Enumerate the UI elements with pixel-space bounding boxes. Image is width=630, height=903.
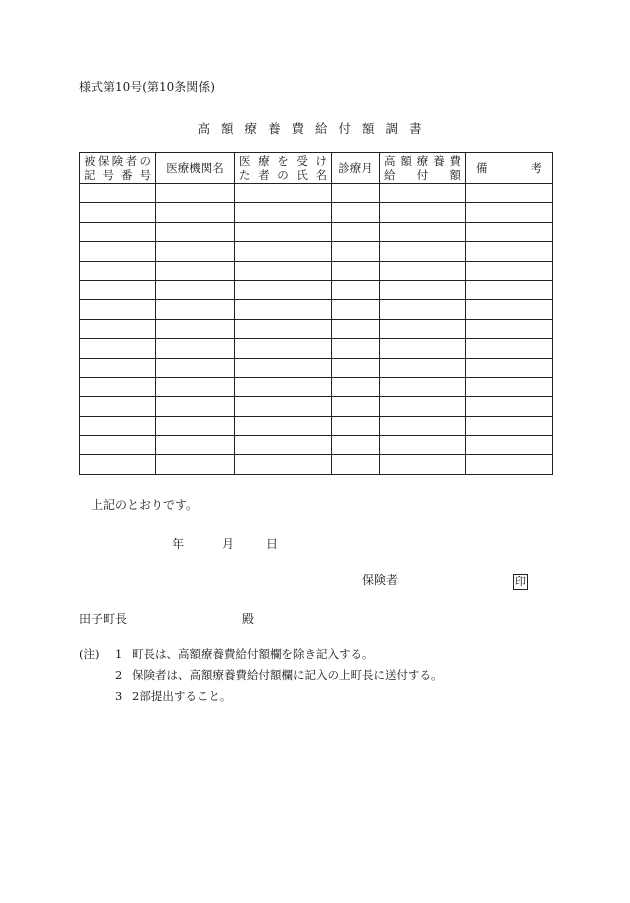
- seal-mark: [513, 570, 528, 590]
- table-cell[interactable]: [156, 416, 235, 435]
- table-row: [80, 184, 553, 203]
- table-cell[interactable]: [466, 280, 553, 299]
- header-medical-institution-label: 医療機関名: [166, 161, 224, 175]
- table-cell[interactable]: [80, 184, 156, 203]
- table-row: [80, 339, 553, 358]
- note-number: 2: [115, 668, 123, 682]
- table-cell[interactable]: [80, 203, 156, 222]
- date-year-label: 年: [172, 537, 185, 551]
- table-cell[interactable]: [80, 397, 156, 416]
- table-cell[interactable]: [80, 319, 156, 338]
- table-cell[interactable]: [332, 377, 380, 396]
- table-row: [80, 242, 553, 261]
- note-number: 3: [115, 689, 123, 703]
- table-row: [80, 377, 553, 396]
- table-cell[interactable]: [466, 203, 553, 222]
- table-cell[interactable]: [466, 222, 553, 241]
- header-insured-number-line2: 記号番号: [84, 168, 151, 182]
- table-cell[interactable]: [156, 436, 235, 455]
- table-cell[interactable]: [80, 222, 156, 241]
- insurer-label: 保険者: [362, 573, 399, 587]
- table-cell[interactable]: [380, 397, 466, 416]
- table-body: [80, 184, 553, 475]
- table-cell[interactable]: [380, 358, 466, 377]
- table-row: [80, 358, 553, 377]
- header-remarks-char2: 考: [530, 161, 542, 175]
- table-row: [80, 261, 553, 280]
- table-cell[interactable]: [235, 416, 332, 435]
- table-cell[interactable]: [156, 377, 235, 396]
- table-cell[interactable]: [332, 339, 380, 358]
- table-cell[interactable]: [156, 242, 235, 261]
- table-row: [80, 436, 553, 455]
- table-cell[interactable]: [332, 455, 380, 474]
- table-cell[interactable]: [466, 416, 553, 435]
- table-cell[interactable]: [235, 261, 332, 280]
- table-cell[interactable]: [466, 300, 553, 319]
- table-cell[interactable]: [380, 261, 466, 280]
- table-cell[interactable]: [332, 184, 380, 203]
- table-cell[interactable]: [466, 377, 553, 396]
- header-insured-number-line1: 被保険者の: [84, 154, 151, 168]
- table-cell[interactable]: [466, 339, 553, 358]
- table-cell[interactable]: [235, 319, 332, 338]
- table-cell[interactable]: [380, 455, 466, 474]
- header-remarks-char1: 備: [476, 161, 488, 175]
- table-cell[interactable]: [235, 455, 332, 474]
- table-cell[interactable]: [235, 397, 332, 416]
- table-cell[interactable]: [156, 261, 235, 280]
- header-insured-number: [80, 153, 156, 184]
- table-cell[interactable]: [332, 358, 380, 377]
- table-cell[interactable]: [235, 436, 332, 455]
- table-cell[interactable]: [235, 203, 332, 222]
- header-benefit-amount: [380, 153, 466, 184]
- notes-label: (注): [79, 647, 100, 661]
- note-number: 1: [115, 647, 123, 661]
- table-cell[interactable]: [156, 319, 235, 338]
- table-cell[interactable]: [466, 455, 553, 474]
- table-cell[interactable]: [332, 397, 380, 416]
- table-cell[interactable]: [156, 184, 235, 203]
- table-cell[interactable]: [235, 358, 332, 377]
- header-patient-name: [235, 153, 332, 184]
- table-cell[interactable]: [332, 222, 380, 241]
- table-cell[interactable]: [156, 280, 235, 299]
- table-cell[interactable]: [466, 397, 553, 416]
- table-cell[interactable]: [380, 436, 466, 455]
- table-header-row: [80, 153, 553, 184]
- table-row: [80, 300, 553, 319]
- table-cell[interactable]: [80, 377, 156, 396]
- table-cell[interactable]: [80, 300, 156, 319]
- document-title: 高額療養費給付額調書: [197, 121, 433, 136]
- statement-text: 上記のとおりです。: [91, 498, 199, 512]
- table-cell[interactable]: [332, 203, 380, 222]
- table-cell[interactable]: [466, 436, 553, 455]
- table-cell[interactable]: [466, 319, 553, 338]
- note-item: [79, 686, 443, 707]
- table-cell[interactable]: [235, 339, 332, 358]
- table-cell[interactable]: [466, 261, 553, 280]
- table-cell[interactable]: [235, 184, 332, 203]
- addressee: 田子町長: [79, 612, 128, 626]
- table-cell[interactable]: [156, 300, 235, 319]
- table-cell[interactable]: [380, 242, 466, 261]
- table-cell[interactable]: [80, 242, 156, 261]
- table-cell[interactable]: [332, 436, 380, 455]
- table-cell[interactable]: [380, 280, 466, 299]
- note-item: [79, 665, 443, 686]
- notes-section: [79, 644, 443, 707]
- table-cell[interactable]: [332, 319, 380, 338]
- honorific: 殿: [242, 612, 255, 626]
- table-cell[interactable]: [235, 222, 332, 241]
- table-cell[interactable]: [380, 319, 466, 338]
- table-cell[interactable]: [235, 300, 332, 319]
- note-text: 町長は、高額療養費給付額欄を除き記入する。: [132, 647, 374, 661]
- table-row: [80, 203, 553, 222]
- table-cell[interactable]: [80, 436, 156, 455]
- table-cell[interactable]: [332, 242, 380, 261]
- table-cell[interactable]: [466, 358, 553, 377]
- table-row: [80, 416, 553, 435]
- table-cell[interactable]: [80, 339, 156, 358]
- header-benefit-amount-line2: 給付額: [384, 168, 461, 182]
- table-cell[interactable]: [466, 184, 553, 203]
- table-cell[interactable]: [156, 455, 235, 474]
- table-row: [80, 319, 553, 338]
- table-cell[interactable]: [80, 261, 156, 280]
- date-month-label: 月: [222, 537, 235, 551]
- header-patient-name-line1: 医療を受け: [239, 154, 327, 168]
- table-cell[interactable]: [380, 416, 466, 435]
- table-cell[interactable]: [380, 184, 466, 203]
- seal-glyph: 印: [515, 575, 526, 588]
- table-cell[interactable]: [332, 416, 380, 435]
- claim-table: [79, 152, 553, 475]
- table-cell[interactable]: [332, 300, 380, 319]
- header-benefit-amount-line1: 高額療養費: [384, 154, 461, 168]
- table-cell[interactable]: [466, 242, 553, 261]
- table-cell[interactable]: [235, 242, 332, 261]
- form-number: 様式第10号(第10条関係): [79, 80, 215, 94]
- note-text: 保険者は、高額療養費給付額欄に記入の上町長に送付する。: [132, 668, 443, 682]
- table-cell[interactable]: [156, 203, 235, 222]
- header-treatment-month: [332, 153, 380, 184]
- table-cell[interactable]: [235, 280, 332, 299]
- note-text: 2部提出すること。: [132, 689, 232, 703]
- table-cell[interactable]: [156, 358, 235, 377]
- table-cell[interactable]: [380, 222, 466, 241]
- table-row: [80, 280, 553, 299]
- table-cell[interactable]: [80, 455, 156, 474]
- header-treatment-month-label: 診療月: [338, 161, 373, 175]
- table-cell[interactable]: [80, 280, 156, 299]
- date-day-label: 日: [266, 537, 279, 551]
- header-medical-institution: [156, 153, 235, 184]
- table-cell[interactable]: [380, 339, 466, 358]
- table-cell[interactable]: [80, 416, 156, 435]
- table-row: [80, 222, 553, 241]
- table-cell[interactable]: [332, 280, 380, 299]
- table-cell[interactable]: [235, 377, 332, 396]
- table-row: [80, 455, 553, 474]
- table-cell[interactable]: [380, 377, 466, 396]
- note-item: [79, 644, 443, 665]
- table-cell[interactable]: [156, 339, 235, 358]
- table-cell[interactable]: [332, 261, 380, 280]
- table-cell[interactable]: [380, 203, 466, 222]
- table-row: [80, 397, 553, 416]
- header-remarks: [466, 153, 553, 184]
- table-cell[interactable]: [156, 397, 235, 416]
- table-cell[interactable]: [80, 358, 156, 377]
- table-cell[interactable]: [156, 222, 235, 241]
- table-cell[interactable]: [380, 300, 466, 319]
- header-patient-name-line2: た者の氏名: [239, 168, 327, 182]
